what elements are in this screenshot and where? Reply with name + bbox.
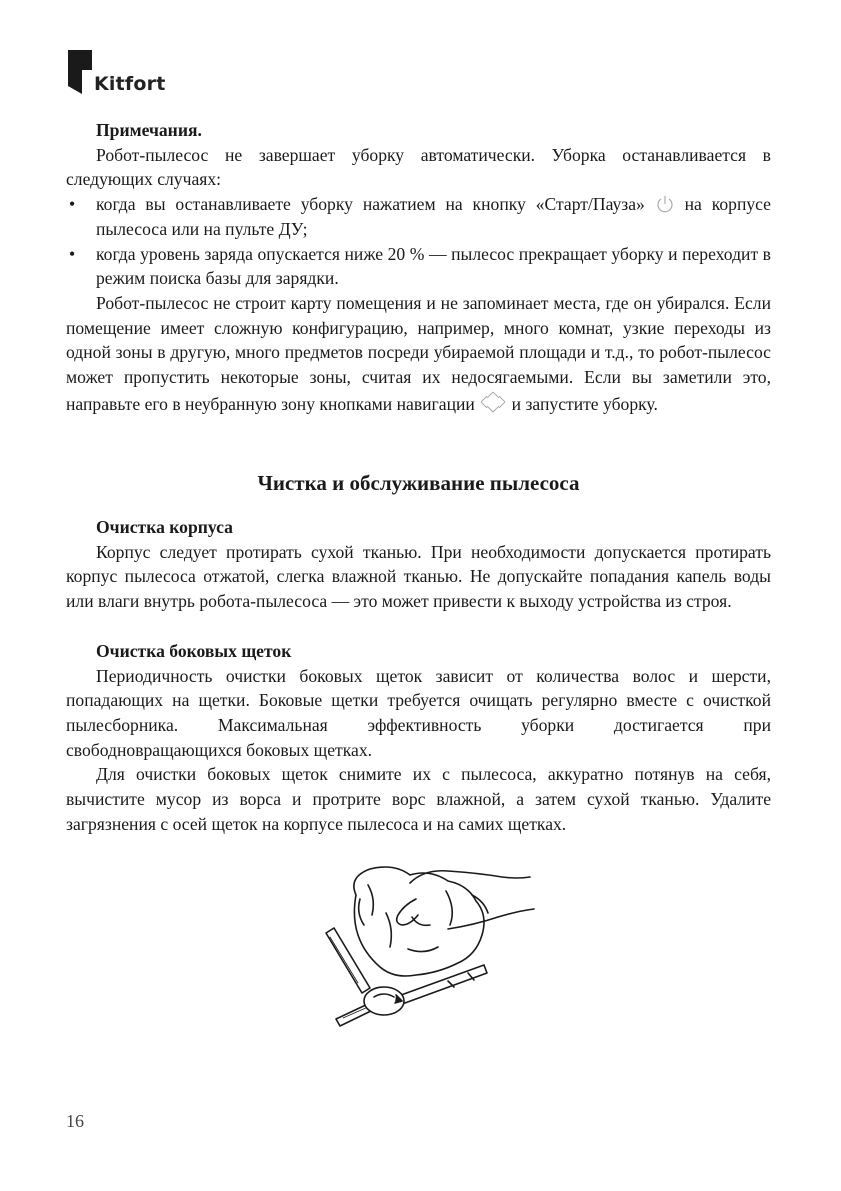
notes-section (66, 118, 771, 416)
bullet-text: когда уровень заряда опускается ниже 20 % — пылесос прекращает уборку и переходит в режим поиска базы для зарядки. (96, 243, 771, 289)
notes-paragraph-end: и запустите уборку. (511, 393, 658, 414)
navigation-icon (479, 390, 507, 414)
brush-cleaning-paragraph-1: Периодичность очистки боковых щеток зависит от количества волос и шерсти, попадающих на щетки. Боковые щетки требуется очищать регулярно вместе с очисткой пылесборника. Максимальная эффективность уборки достигается при свободновращающихся боковых щетках. (66, 665, 771, 760)
list-item (66, 192, 771, 241)
power-icon (655, 194, 675, 214)
bullet-text-end: на корпусе пылесоса или на пульте ДУ; (96, 194, 771, 239)
hand-wiping-brush-illustration (298, 855, 538, 1035)
brush-cleaning-paragraph-2: Для очистки боковых щеток снимите их с пылесоса, аккуратно потянув на себя, вычистите мусор из ворса и протрите ворс влажной, а затем сухой тканью. Удалите загрязнения с осей щеток на корпусе пылесоса и на самих щетках. (66, 764, 771, 834)
kitfort-logo (66, 48, 186, 98)
notes-intro: Робот-пылесос не завершает уборку автоматически. Уборка останавливается в следующих случаях: (66, 144, 771, 190)
section-title: Чистка и обслуживание пылесоса (257, 471, 580, 495)
brush-cleaning-title: Очистка боковых щеток (96, 640, 292, 661)
notes-title: Примечания. (96, 120, 202, 140)
kitfort-logo-mark-icon (66, 48, 96, 98)
notes-list (66, 192, 771, 291)
hand-wiping-brush-icon (298, 855, 538, 1035)
list-item (66, 242, 771, 291)
notes-paragraph (66, 291, 771, 417)
logo-text: Kitfort (94, 73, 166, 95)
bullet-text-start: когда вы останавливаете уборку нажатием на кнопку «Старт/Пауза» (96, 194, 645, 215)
notes-paragraph-start: Робот-пылесос не строит карту помещения и не запоминает места, где он убирался. Если помещение имеет сложную конфигурацию, например, много комнат, узкие переходы из одной зоны в другую, много предметов посреди убираемой площади и т.д., то робот-пылесос может пропустить некоторые зоны, считая их недосягаемыми. Если вы заметили это, направьте его в неубранную зону кнопками навигации (66, 292, 771, 414)
page-number: 16 (66, 1111, 84, 1131)
bullet-symbol: • (69, 243, 76, 264)
cleaning-section (66, 515, 771, 836)
bullet-symbol: • (69, 194, 76, 215)
body-cleaning-text: Корпус следует протирать сухой тканью. При необходимости допускается протирать корпус пылесоса отжатой, слегка влажной тканью. Не допускайте попадания капель воды или влаги внутрь робота-пылесоса — это может привести к выходу устройства из строя. (66, 541, 771, 612)
body-cleaning-title: Очистка корпуса (96, 517, 233, 537)
